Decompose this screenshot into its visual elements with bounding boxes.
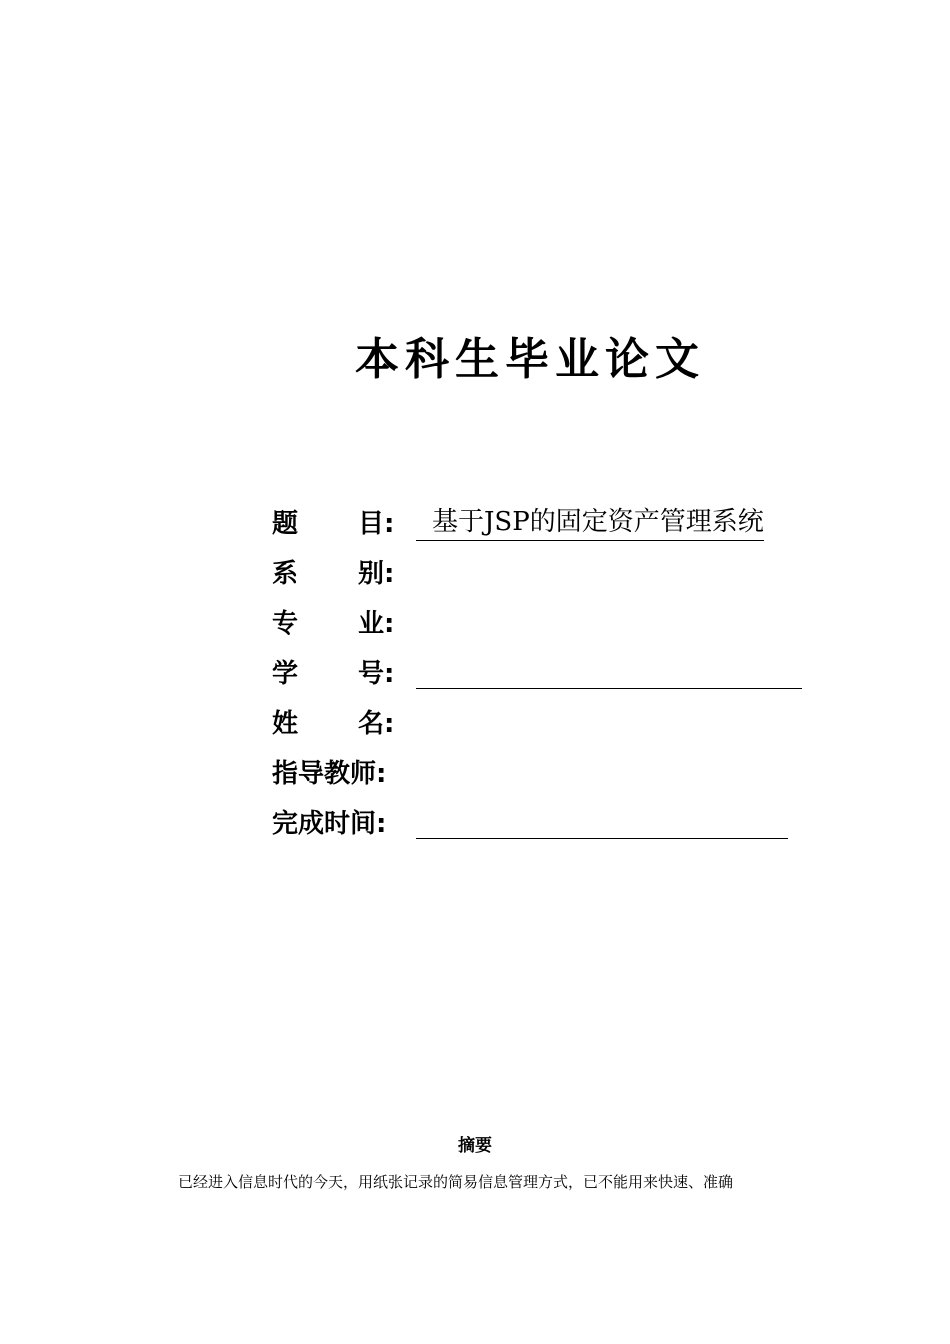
name-row: 姓 名 : xyxy=(272,709,395,739)
page-title: 本科生毕业论文 xyxy=(355,334,705,385)
advisor-label: 指导教师: xyxy=(272,759,387,789)
abstract-first-line: 已经进入信息时代的今天，用纸张记录的简易信息管理方式，已不能用来快速、准确 xyxy=(178,1173,734,1191)
advisor-row xyxy=(272,750,832,800)
student-id-blank-line xyxy=(416,688,802,689)
topic-value: 基于JSP的固定资产管理系统 xyxy=(416,504,764,541)
major-row: 专 业 : xyxy=(272,609,395,639)
topic-row: 题 目 : 基于JSP的固定资产管理系统 xyxy=(272,500,832,550)
completion-date-label: 完成时间: xyxy=(272,809,387,839)
department-row: 系 别 : xyxy=(272,559,395,589)
student-id-row: 学 号 : xyxy=(272,650,832,700)
thesis-info-form xyxy=(272,500,832,850)
abstract-heading: 摘要 xyxy=(458,1136,492,1156)
completion-date-blank-line xyxy=(416,838,788,839)
completion-date-row xyxy=(272,800,832,850)
